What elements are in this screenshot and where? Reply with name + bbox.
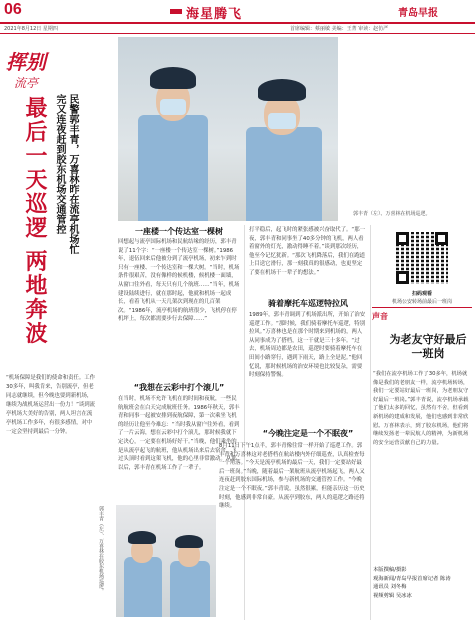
headline: 最后一天巡逻 两地奔波 (22, 96, 48, 346)
column-sub-label: 流亭 (14, 76, 39, 90)
top-photo (118, 37, 338, 221)
police-cap-left (150, 67, 196, 89)
voice-body: “我们在流亭机场工作了30多年，机场就像是我们的老朋友一样，流亭机场转场，我们一定要站好最后一班岗，为老朋友守好最后一班岗。”郭丰青说，流亭机场承载了他们太多的回忆，虽然有不舍，但看到新机场的建成和发展，他们也感到非常欣慰。万喜林表示，到了胶东机场，他们将继续发扬老一辈民航人的精神，为新机场的安全运营贡献自己的力量。 (373, 371, 469, 446)
headline-subtitle: 民警郭丰青，万喜林昨在流亭机场忙完又连夜赶到胶东机场交通管控 (54, 94, 78, 254)
article-column-1: 回想起与流亭国际机场和民航结缘的经历，郭丰青说了11个字：“一座楼一个传达室一棵树。”1986年，退伍回来后他被分到了流亭机场，初来乍到时只有一座楼、一个传达室和一棵大树。“当时，机场条件很艰苦，没有像样的候机楼，候机楼一面墙，从窗口往外看，每天只有几个航班……”当年，机场建设陆续进行，就在那时起，他就和机场一起成长，看着飞机从一天几架次到现在的几百架次。“1986年，流亭机场的航班很少，飞机停在停机坪上，每次都需要步行去保障……” (118, 239, 240, 323)
police-cap-left (128, 531, 156, 544)
column-label: 挥别 (6, 50, 46, 74)
editor-credits: 首席编辑：蔡丽敏 美编：王菁 审读：赵仿严 (290, 26, 389, 32)
article-column-4: 8月11日下午1点半，郭丰青像往常一样开始了巡逻工作。郭丰青和万喜林这对老搭档在航站楼内外仔细巡查，认真检查每一个角落。“今天是流亭机场的最后一天，我们一定要站好最后一班岗。”当晚，随着最后一架航班从流亭机场起飞，两人又连夜赶到胶东国际机场，参与新机场的交通管控工作。“今晚注定是一个不眠夜。”郭丰青说，虽然很累，但能亲历这一历史时刻，他感到非常自豪。从流亭到胶东，两人的巡逻之路还将继续。 (219, 443, 365, 510)
article-column-2: 在当时，机场不允许飞机在的时间和夜航，一些民航航班会在白天完成航班任务。1986年秋天，郭丰青和同事一起被安排到夜航保障，第一次乘坐飞机的经历让他至今难忘：“当时我从窗户往外看，看到了一片云海，想在云彩中打个滚儿，那时候我就下定决心，一定要在机场好好干。”当晚，他们乘坐的是从流亭起飞的航班，他从机场出来后去宿舍，飞过头顶时看到这架飞机，他的心里非常激动。从那以后，郭丰青在机场工作了一辈子。 (118, 396, 240, 471)
subhead-4: “今晚注定是一个不眠夜” (262, 429, 354, 438)
subhead-2: “我想在云彩中打个滚儿” (133, 383, 225, 392)
subhead-3: 骑着摩托车巡逻特拉风 (268, 299, 348, 308)
qr-caption-title: 扫码观看 (411, 291, 432, 297)
officer-figure-right (170, 561, 210, 617)
qr-corner (396, 232, 409, 245)
top-photo-caption: 郭丰青（左）、万喜林在机场巡逻。 (353, 211, 431, 217)
officer-figure-right (246, 127, 322, 221)
section-title: 海星腾飞 (186, 7, 243, 22)
sidebar-rule (372, 307, 472, 308)
voice-title: 为老友守好最后一班岗 (389, 333, 467, 360)
dateline: 2021年8月12日 星期四 (4, 26, 58, 32)
editor-byline: 本版撰稿/摄影 观海新闻/青岛早报首席记者 陈涛 通讯员 刘冬梅 视频剪辑 吴冰冰 (373, 567, 451, 599)
qr-caption-text: 机场公安转场前最后一班岗 (391, 299, 452, 305)
face-mask-right (268, 113, 296, 129)
newspaper-logo: 青岛早报 (398, 8, 438, 19)
officer-figure-left (138, 115, 208, 221)
section-decoration (170, 9, 182, 14)
article-column-3a: 打平稳后，起飞时的紧张感被兴奋取代了。“那一夜，郭丰青和同事坐了40多分钟的飞机，两人看着窗外的灯光，激动得睡不着。”谈到那次经历，他至今记忆犹新。“那次飞机降落后，我们在跑道上目送它滑行，那一刻我真的很感动，也更坚定了要在机场干一辈子的想法。” (249, 227, 365, 276)
officer-figure-left (124, 557, 162, 617)
voice-tag: 声音 (372, 312, 388, 321)
qr-corner (396, 271, 409, 284)
subhead-1: 一座楼一个传达室一棵树 (135, 227, 223, 236)
page-number: 06 (4, 1, 22, 18)
header-thin-rule (0, 33, 475, 34)
article-column-3b: 1989年，郭丰青调到了机场派出所，开始了治安巡逻工作。“那时候，我们骑着摩托车巡逻，特别拉风。”万喜林也是在那个时期来到机场的，两人从同事成为了搭档，这一干就是三十多年。“过去，机场周边都是农田，巡逻时要骑着摩托车在田间小路穿行，遇到下雨天，路上全是泥。”他回忆说，那时候机场的治安环境也比较复杂，需要时刻保持警惕。 (249, 312, 366, 379)
lede-paragraph: “机场保障是我们的使命和责任。工作30多年，叫我肯来，告别流亭，但老同志就继续，但今晚也要到新机场，继续为战机场运营出一份力！”谈到流亭机场大美好的告别，两人坦言在流亭机场工作多年，有很多感情，对中一定会坚持到最后一分钟。 (6, 375, 96, 435)
qr-code[interactable] (396, 232, 448, 284)
header-rule (0, 22, 475, 24)
face-mask-left (160, 99, 186, 115)
bottom-photo-caption: 郭丰青（左）、万喜林在胶东机场巡逻。 (98, 506, 104, 594)
page-header (0, 0, 475, 22)
police-cap-right (175, 535, 203, 548)
bottom-photo (116, 505, 216, 617)
qr-caption (374, 290, 470, 306)
qr-corner (435, 232, 448, 245)
police-cap-right (258, 79, 306, 101)
sidebar-divider (370, 225, 371, 620)
